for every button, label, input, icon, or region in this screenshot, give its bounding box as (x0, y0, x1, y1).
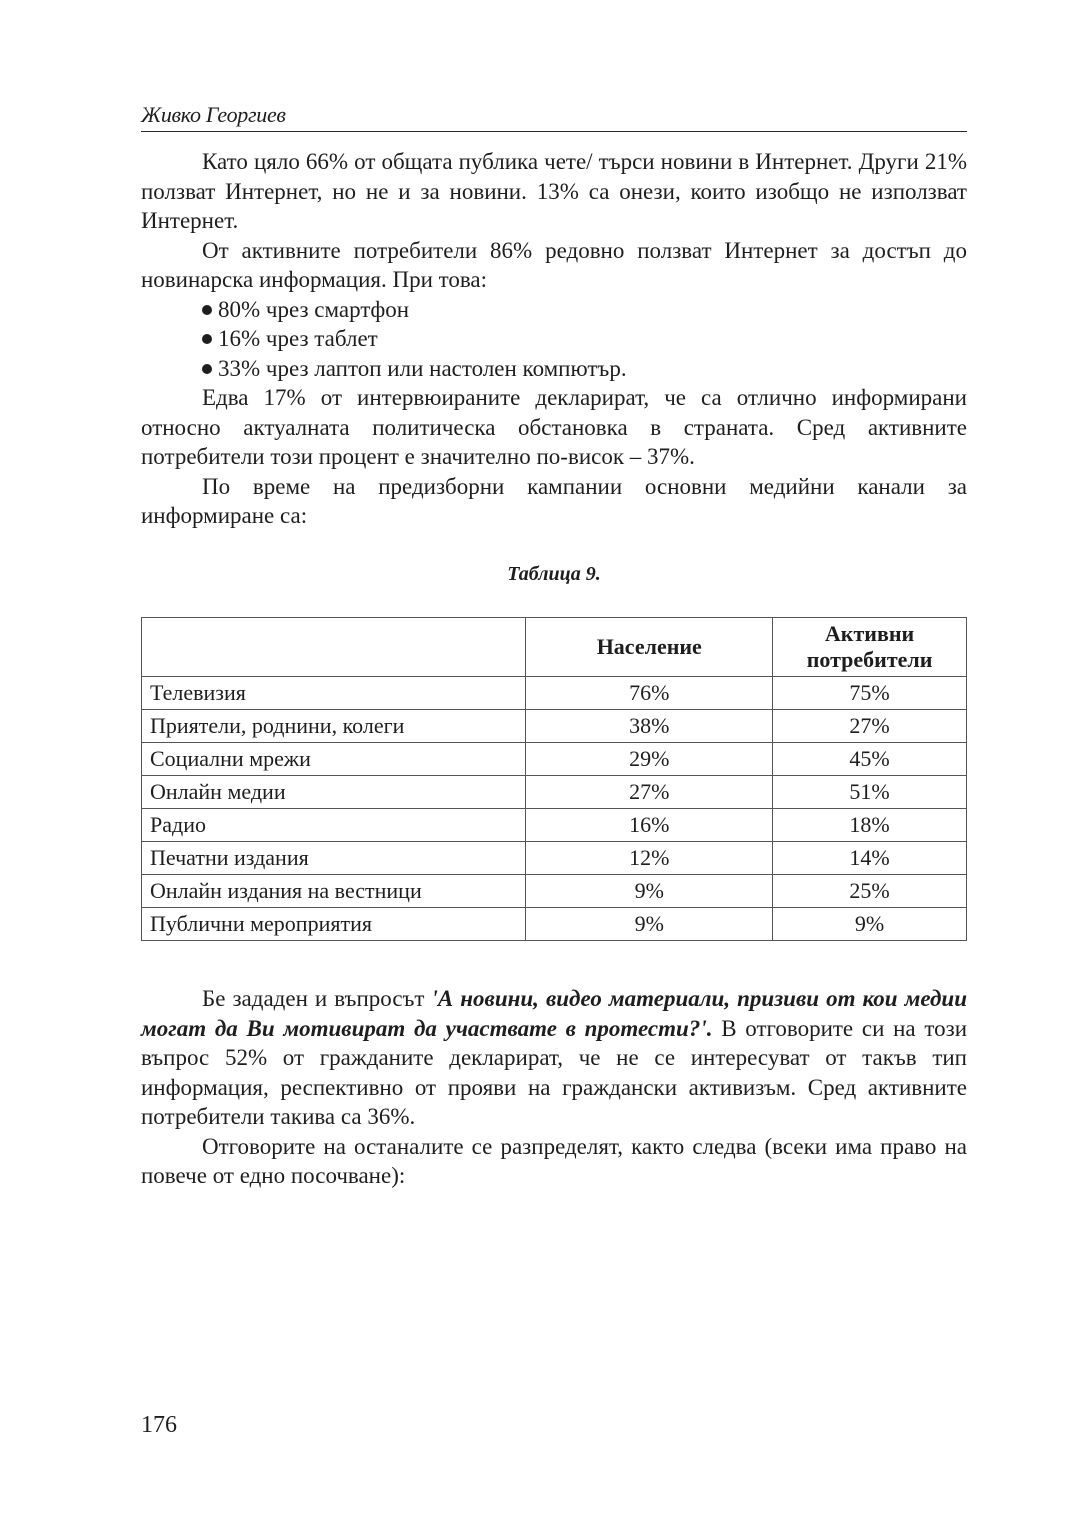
cell-population: 29% (526, 743, 773, 776)
row-label: Радио (142, 809, 526, 842)
closing-text-block (141, 984, 967, 1191)
cell-population: 9% (526, 908, 773, 941)
paragraph-active-users: От активните потребители 86% редовно ползват Интернет за достъп до новинарска информация. При това: (141, 237, 967, 292)
device-list (141, 295, 967, 384)
cell-active-users: 18% (773, 809, 967, 842)
cell-active-users: 27% (773, 710, 967, 743)
page-number: 176 (141, 1412, 177, 1438)
bullet-icon (202, 305, 212, 315)
table-row (142, 776, 967, 809)
paragraph-distribution: Отговорите на останалите се разпределят, както следва (всеки има право на повече от едно посочване): (141, 1133, 967, 1188)
table-caption: Таблица 9. (507, 563, 601, 585)
cell-active-users: 45% (773, 743, 967, 776)
cell-population: 16% (526, 809, 773, 842)
paragraph-protest-question (141, 984, 967, 1132)
row-label: Приятели, роднини, колеги (142, 710, 526, 743)
paragraph-informed: Едва 17% от интервюираните декларират, че са отлично информирани относно актуалната политическа обстановка в страната. Сред активните потребители този процент е значително по-висок – 37%. (141, 385, 967, 469)
media-channels-table (141, 617, 967, 941)
bullet-icon (202, 334, 212, 344)
list-item-text: 16% чрез таблет (218, 326, 378, 351)
cell-population: 12% (526, 842, 773, 875)
table-row (142, 875, 967, 908)
list-item-text: 80% чрез смартфон (218, 296, 410, 322)
table-row (142, 809, 967, 842)
row-label: Телевизия (142, 677, 526, 710)
header-rule (141, 131, 967, 132)
cell-population: 9% (526, 875, 773, 908)
intro-text-block (141, 147, 967, 531)
table-row (142, 908, 967, 941)
question-quote: 'А новини, видео материали, призиви от кои медии могат да Ви мотивират да участвате в протести?'. (141, 986, 967, 1041)
table-row (142, 710, 967, 743)
table-body (142, 677, 967, 941)
list-item (202, 354, 967, 384)
table-row (142, 842, 967, 875)
cell-population: 76% (526, 677, 773, 710)
header-empty (142, 618, 526, 677)
header-active-users: Активни потребители (773, 618, 967, 677)
table-row (142, 677, 967, 710)
list-item-text: 33% чрез лаптоп или настолен компютър. (218, 355, 627, 381)
running-head-author: Живко Георгиев (141, 102, 286, 127)
list-item (202, 295, 967, 325)
cell-active-users: 75% (773, 677, 967, 710)
table-row (142, 743, 967, 776)
cell-active-users: 51% (773, 776, 967, 809)
bullet-icon (202, 364, 212, 374)
header-population: Население (526, 618, 773, 677)
cell-population: 27% (526, 776, 773, 809)
cell-population: 38% (526, 710, 773, 743)
cell-active-users: 14% (773, 842, 967, 875)
cell-active-users: 25% (773, 875, 967, 908)
question-lead: Бе зададен и въпросът (202, 986, 432, 1011)
table-header-row (142, 618, 967, 677)
row-label: Социални мрежи (142, 743, 526, 776)
row-label: Онлайн издания на вестници (142, 875, 526, 908)
cell-active-users: 9% (773, 908, 967, 941)
row-label: Печатни издания (142, 842, 526, 875)
row-label: Публични мероприятия (142, 908, 526, 941)
question-rest: В отговорите си на този въпрос 52% от гражданите декларират, че не се интересуват от такъв тип информация, респективно от прояви на граждански активизъм. Сред активните потребители такива са 36%. (141, 1015, 967, 1129)
list-item (202, 324, 967, 354)
paragraph-internet-usage: Като цяло 66% от общата публика чете/ търси новини в Интернет. Други 21% ползват Интернет, но не и за новини. 13% са онези, които изобщо не използват Интернет. (141, 149, 967, 233)
paragraph-campaign-channels: По време на предизборни кампании основни медийни канали за информиране са: (141, 473, 967, 528)
row-label: Онлайн медии (142, 776, 526, 809)
